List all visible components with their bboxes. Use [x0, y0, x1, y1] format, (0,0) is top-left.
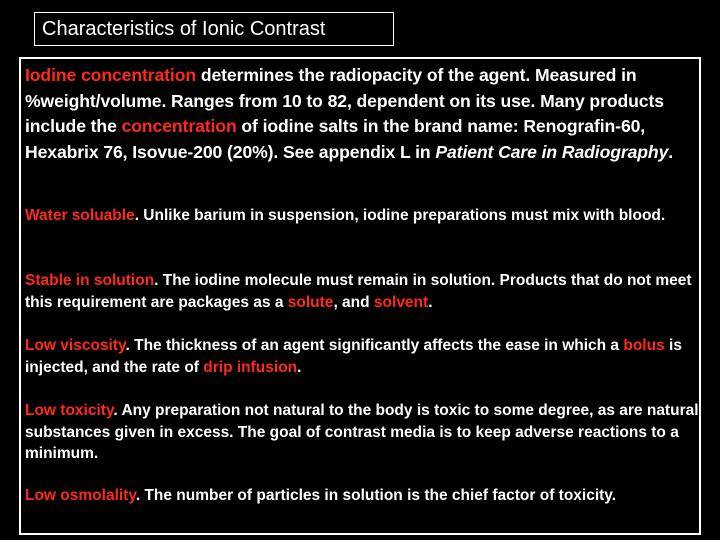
term-concentration: concentration	[121, 116, 237, 136]
term-iodine-concentration: Iodine concentration	[25, 65, 197, 85]
term-low-viscosity: Low viscosity	[25, 337, 126, 354]
stable-in-solution-paragraph	[25, 270, 699, 313]
page-title: Characteristics of Ionic Contrast	[34, 12, 394, 46]
water-soluble-paragraph	[25, 205, 699, 227]
low-toxicity-paragraph	[25, 400, 699, 465]
term-bolus: bolus	[623, 337, 665, 354]
paragraph-text: . The iodine molecule must remain in solution. Products that do not meet this requirement are packages as a	[25, 272, 692, 311]
paragraph-text: .	[428, 293, 433, 311]
term-solvent: solvent	[373, 293, 429, 311]
paragraph-text: .	[668, 141, 674, 162]
paragraph-text: . Any preparation not natural to the body is toxic to some degree, as are natural substances given in excess. The goal of contrast media is to keep adverse reactions to a minimum.	[25, 402, 699, 462]
paragraph-text: . Unlike barium in suspension, iodine preparations must mix with blood.	[134, 207, 666, 224]
term-low-toxicity: Low toxicity	[25, 402, 114, 419]
paragraph-text: is injected, and the rate of	[25, 337, 682, 376]
paragraph-text: , and	[333, 293, 374, 311]
iodine-concentration-paragraph	[25, 63, 699, 165]
paragraph-text: determines the radiopacity of the agent. Measured in %weight/volume. Ranges from 10 to 82, dependent on its use. Many products include the	[25, 65, 664, 136]
paragraph-text: . The thickness of an agent significantly affects the ease in which a	[125, 337, 624, 354]
paragraph-text: .	[297, 358, 302, 376]
low-viscosity-paragraph	[25, 335, 699, 378]
term-low-osmolality: Low osmolality	[25, 487, 136, 504]
term-solute: solute	[287, 293, 334, 311]
paragraph-text: of iodine salts in the brand name: Renografin-60, Hexabrix 76, Isovue-200 (20%). See appendix L in	[25, 116, 646, 162]
book-title: Patient Care in Radiography	[435, 141, 669, 162]
paragraph-text: . The number of particles in solution is the chief factor of toxicity.	[135, 487, 617, 504]
term-drip-infusion: drip infusion	[203, 358, 298, 376]
low-osmolality-paragraph	[25, 485, 699, 507]
term-water-soluable: Water soluable	[25, 207, 135, 224]
content-box	[19, 57, 701, 535]
term-stable-in-solution: Stable in solution	[25, 272, 155, 289]
